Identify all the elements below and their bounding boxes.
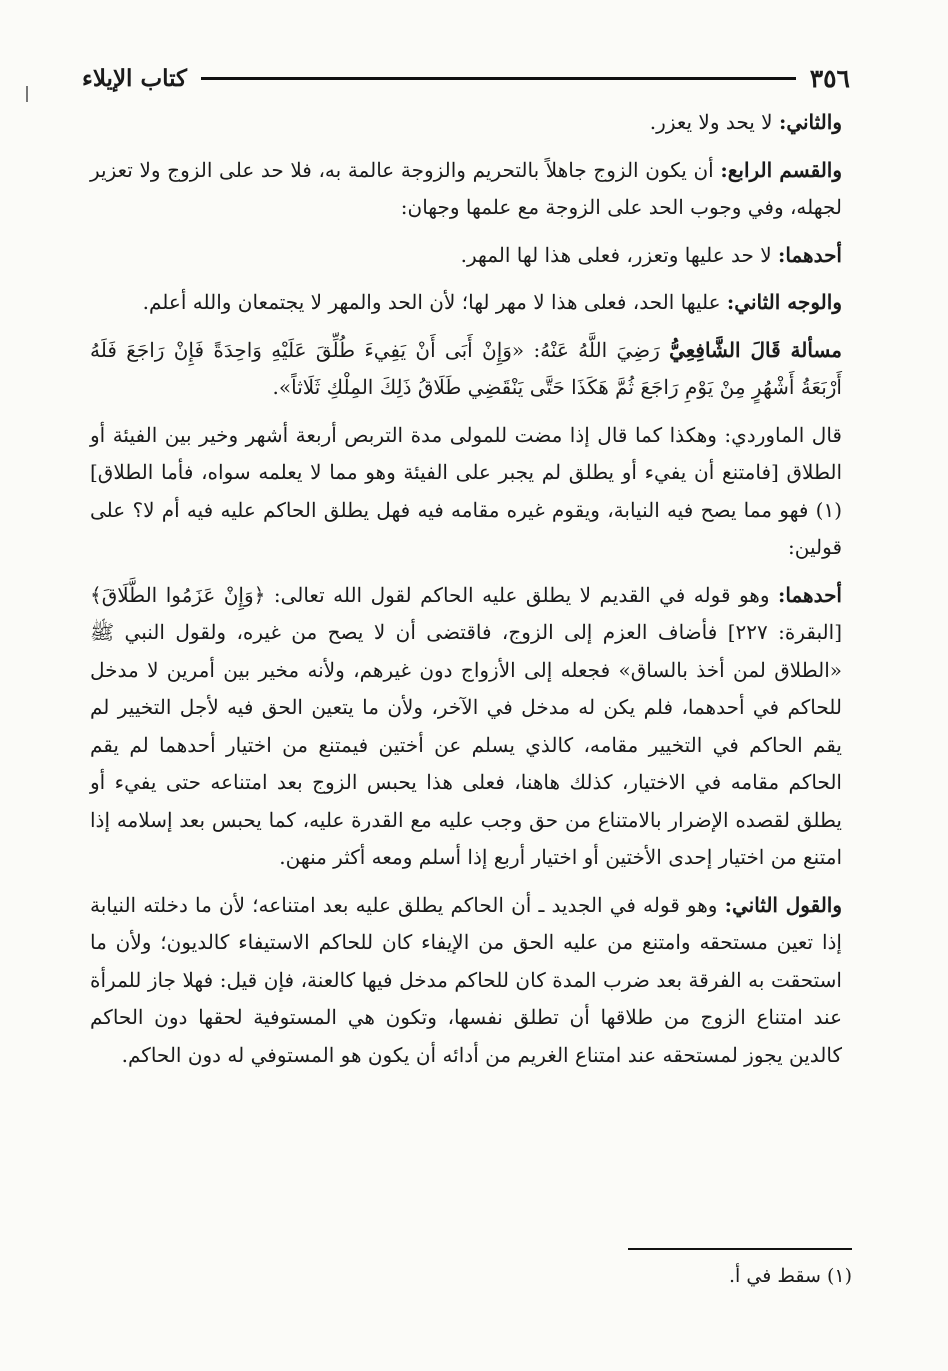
paragraph-text: لا حد عليها وتعزر، فعلى هذا لها المهر. (460, 242, 778, 267)
paragraph-text: عليها الحد، فعلى هذا لا مهر لها؛ لأن الحد والمهر لا يجتمعان والله أعلم. (142, 290, 727, 314)
footnote (560, 1262, 852, 1290)
paragraph (90, 577, 842, 877)
paragraph-text: وهو قوله في الجديد ـ أن الحاكم يطلق عليه بعد امتناعه؛ لأن ما دخلته النيابة إذا تعين مستحقه وامتنع من عليه الحق من الإيفاء كان للحاكم الاستيفاء كالديون؛ ولأن ما استحقت به الفرقة بعد ضرب المدة كان للحاكم مدخل فيها كالعنة، فإن قيل: فهلا جاز للمرأة عند امتناع الزوج من طلاقها أن تطلق نفسها، وتكون هي المستوفية لحقها دون الحاكم كالدين يجوز لمستحقه عند امتناع الغريم من أدائه أن يكون هو المستوفي له دون الحاكم. (90, 892, 843, 1067)
paragraph (90, 104, 842, 142)
paragraph-text: قال الماوردي: وهكذا كما قال إذا مضت للمولى مدة التربص أربعة أشهر وخير بين الفيئة أو الطلاق [فامتنع أن يفيء أو يطلق لم يجبر على الفيئة وهو مما لا يعلمه سواه، فأما الطلاق](١) فهو مما يصح فيه النيابة، ويقوم غيره مقامه فيه فهل يطلق الحاكم عليه فيه أم لا؟ على قولين: (90, 422, 842, 559)
paragraph-lead: والثاني: (778, 110, 842, 134)
paragraph (90, 284, 842, 322)
footnote-text: سقط في أ. (729, 1265, 821, 1287)
paragraph-lead: أحدهما: (777, 582, 842, 607)
paragraph (90, 237, 842, 275)
paragraph-lead: أحدهما: (777, 242, 842, 267)
book-title: كتاب الإيلاء (82, 64, 188, 92)
masala-paragraph (90, 332, 842, 407)
paragraph (90, 417, 842, 567)
paragraph-text: أن يكون الزوج جاهلاً بالتحريم والزوجة عالمة به، فلا حد على الزوج ولا تعزير لجهله، وفي وجوب الحد على الزوجة مع علمها وجهان: (90, 157, 842, 219)
header-rule (201, 77, 796, 80)
page-number: ٣٥٦ (809, 63, 850, 93)
body-text (90, 104, 842, 1084)
footnote-marker: (١) (826, 1265, 852, 1287)
paragraph-lead: والقول الثاني: (724, 892, 843, 917)
paragraph-lead: والوجه الثاني: (726, 290, 842, 314)
page-header (82, 58, 850, 98)
paragraph-lead: والقسم الرابع: (720, 157, 842, 182)
shafii-quote: رَضِيَ اللَّهُ عَنْهُ: «وَإِنْ أَبَى أَنْ يَفِيءَ طُلِّقَ عَلَيْهِ وَاحِدَةً فَإِنْ رَاجَعَ فَلَهُ أَرْبَعَةُ أَشْهُرٍ مِنْ يَوْمِ رَاجَعَ ثُمَّ هَكَذَا حَتَّى يَنْقَضِي طَلَاقُ ذَلِكَ المِلْكِ ثَلَاثاً». (90, 337, 842, 399)
paragraph-text: وهو قوله في القديم لا يطلق عليه الحاكم لقول الله تعالى: ﴿وَإِنْ عَزَمُوا الطَّلَاقَ﴾[البقرة: ٢٢٧] فأضاف العزم إلى الزوج، فاقتضى أن لا يصح من غيره، ولقول النبي ﷺ «الطلاق لمن أخذ بالساق» فجعله إلى الأزواج دون غيرهم، ولأنه مخير بين أمرين لا مدخل للحاكم في أحدهما، فلم يكن له مدخل في الآخر، ولأن ما يتعين الحق فيه لأجل التخيير لم يقم الحاكم في التخيير مقامه، كالذي يسلم عن أختين فيمتنع من اختيار أحدهما لم يقم الحاكم مقامه في الاختيار، كذلك هاهنا، فعلى هذا يحبس الزوج بعد امتناعه حتى يفيء أو يطلق لقصده الإضرار بالامتناع من حق وجب عليه مع القدرة عليه، كما يحبس بعد إسلامه إذا امتنع من اختيار إحدى الأختين أو اختيار أربع إذا أسلم ومعه أكثر منهن. (90, 582, 842, 869)
masala-heading: مسألة قَالَ الشَّافِعِيُّ (669, 337, 842, 362)
footnote-rule (628, 1248, 852, 1250)
paragraph-text: لا يحد ولا يعزر. (649, 110, 779, 134)
paragraph (90, 152, 842, 227)
margin-mark (26, 86, 28, 102)
paragraph (90, 887, 842, 1075)
